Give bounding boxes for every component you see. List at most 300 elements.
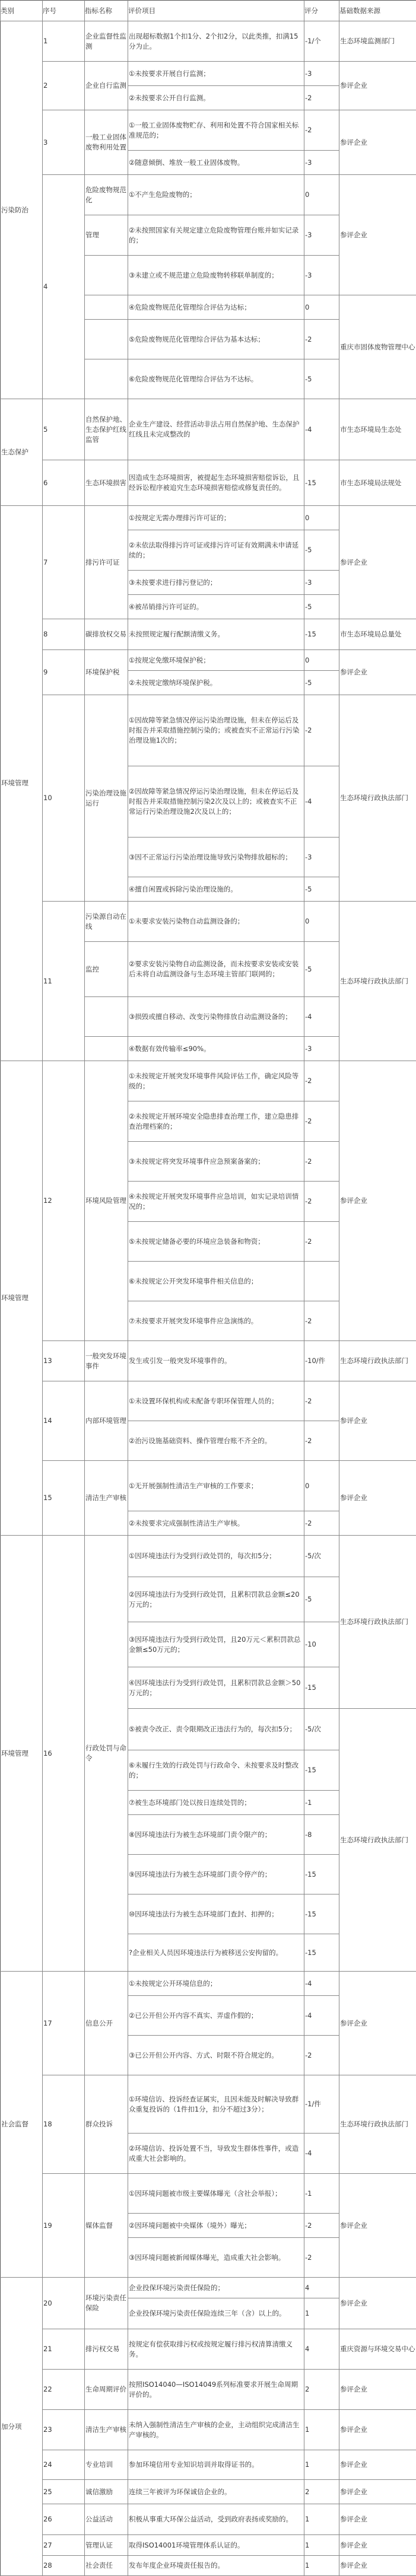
data-source-cell (339, 62, 416, 110)
number-cell (43, 2174, 85, 2278)
indicator-name: 社会责任 (85, 2561, 128, 2571)
evaluation-item-cell (128, 2036, 304, 2075)
data-source-cell (339, 2075, 416, 2174)
score-cell (304, 1894, 339, 1934)
evaluation-item-text: ③未建立或不规范建立危险废物转移联单制度的； (128, 270, 304, 281)
number-cell (43, 1381, 85, 1461)
evaluation-item-text: 企业生产建设、经营活动非法占用自然保护地、生态保护红线且未完成整改的 (128, 419, 304, 440)
score-cell (304, 399, 339, 460)
table-row (1, 399, 416, 460)
indicator-name-cell (85, 902, 128, 942)
indicator-name: 管理认证 (85, 2540, 128, 2550)
score-value: -1/个 (304, 36, 339, 46)
score-value: -2 (304, 1316, 339, 1326)
data-source-text: 参评企业 (339, 1416, 416, 1426)
evaluation-item-cell (128, 1855, 304, 1894)
header-evaluation-item: 评价项目 (128, 1, 304, 21)
indicator-name: 环境污染责任保险 (85, 2293, 128, 2313)
evaluation-item-text: 企业投保环境污染责任保险连续三年（含）以上的。 (128, 2308, 304, 2319)
score-value: -2 (304, 93, 339, 103)
score-value: -2 (304, 1116, 339, 1126)
score-cell (304, 1855, 339, 1894)
score-value: -2 (304, 125, 339, 135)
score-cell (304, 2556, 339, 2576)
number-cell (43, 2556, 85, 2576)
score-value: -5 (304, 374, 339, 384)
indicator-name: 内部环境管理 (85, 1416, 128, 1426)
evaluation-item-cell (128, 1750, 304, 1791)
table-row (1, 62, 416, 86)
indicator-name: 排污许可证 (85, 558, 128, 568)
score-value: -15 (304, 1948, 339, 1958)
table-row (1, 619, 416, 650)
score-cell (304, 1996, 339, 2036)
category-cell (1, 1972, 43, 2278)
indicator-name-cell (85, 942, 128, 997)
evaluation-item-text: ⑥未按规定公开突发环境事件相关信息的； (128, 1276, 304, 1287)
data-source-text: 市生态环境局生态处 (339, 425, 416, 435)
indicator-name-cell (85, 619, 128, 650)
number-cell (43, 650, 85, 695)
header-category: 类别 (1, 1, 43, 21)
data-source-cell (339, 650, 416, 695)
score-cell (304, 2278, 339, 2298)
number-cell (43, 460, 85, 506)
number-cell (43, 21, 85, 62)
evaluation-item-text: ①未设置环保机构或未配备专职环保管理人员的； (128, 1396, 304, 1406)
evaluation-item-cell (128, 671, 304, 695)
evaluation-item-cell (128, 2134, 304, 2174)
table-row (1, 1061, 416, 1101)
score-value: -4 (304, 797, 339, 807)
data-source-cell (339, 399, 416, 460)
row-number: 13 (43, 1356, 84, 1366)
evaluation-item-cell (128, 2298, 304, 2329)
evaluation-item-cell (128, 2174, 304, 2214)
score-value: -15 (304, 1909, 339, 1919)
score-value: -3 (304, 230, 339, 240)
data-source-cell (339, 902, 416, 1061)
evaluation-item-cell (128, 1421, 304, 1461)
indicator-name-cell (85, 399, 128, 460)
score-cell (304, 2504, 339, 2535)
indicator-name-cell (85, 2278, 128, 2329)
evaluation-item-text: ①因故障等紧急情况停运污染治理设施，但未在停运后及时报告并采取措施控制污染的；或被查实不正常运行污染治理设施1次的； (128, 715, 304, 746)
table-row (1, 2075, 416, 2134)
score-value: -2 (304, 1237, 339, 1247)
score-value: -3 (304, 270, 339, 281)
data-source-text: 参评企业 (339, 2561, 416, 2571)
score-cell (304, 650, 339, 671)
evaluation-item-text: ④因环境违法行为受到行政处罚，且累积罚款总金额＞50万元的； (128, 1678, 304, 1698)
evaluation-item-cell (128, 1461, 304, 1511)
evaluation-item-text: ③损毁或擅自移动、改变污染物排放自动监测设备的； (128, 1012, 304, 1022)
row-number: 10 (43, 793, 84, 803)
score-cell (304, 2174, 339, 2214)
score-value: -4 (304, 2148, 339, 2158)
row-number: 11 (43, 976, 84, 986)
data-source-cell (339, 110, 416, 175)
data-source-cell (339, 2370, 416, 2410)
evaluation-item-cell (128, 110, 304, 151)
indicator-name-cell (85, 460, 128, 506)
score-cell (304, 1750, 339, 1791)
score-value: -3 (304, 158, 339, 168)
category-cell (1, 506, 43, 1061)
evaluation-item-text: ②因环境问题被中央媒体（境外）曝光； (128, 2221, 304, 2231)
score-value: -2 (304, 1436, 339, 1446)
evaluation-item-text: ?企业相关人员因环境违法行为被移送公安拘留的。 (128, 1948, 304, 1958)
evaluation-item-cell (128, 2450, 304, 2480)
score-cell (304, 86, 339, 110)
score-cell (304, 1142, 339, 1182)
score-cell (304, 1461, 339, 1511)
data-source-text: 参评企业 (339, 2018, 416, 2029)
indicator-name: 专业培训 (85, 2460, 128, 2470)
evaluation-item-text: ①未按规定公开环境信息的； (128, 1979, 304, 1989)
number-cell (43, 62, 85, 110)
evaluation-item-text: ②因故障等紧急情况停运污染治理设施，但未在停运后及时报告并采取措施控制污染2次及以上的；或被查实不正常运行污染治理设施2次及以上的； (128, 787, 304, 817)
evaluation-item-cell (128, 460, 304, 506)
score-value: -1 (304, 1798, 339, 1808)
score-value: 1 (304, 2460, 339, 2470)
score-cell (304, 1667, 339, 1709)
category-cell (1, 21, 43, 399)
number-cell (43, 1536, 85, 1972)
header-indicator-name: 指标名称 (85, 1, 128, 21)
evaluation-item-cell (128, 1622, 304, 1667)
indicator-name: 行政处罚与命令 (85, 1743, 128, 1763)
evaluation-item-text: ②已公开但公开内容不真实、弄虚作假的； (128, 2011, 304, 2021)
number-cell (43, 1972, 85, 2075)
evaluation-item-text: ①无开展强制性清洁生产审核的工作要求； (128, 1481, 304, 1491)
evaluation-item-cell (128, 62, 304, 86)
indicator-name: 生态环境损害 (85, 478, 128, 488)
row-number: 15 (43, 1493, 84, 1503)
evaluation-item-text: 参加环境信用专业知识培训并取得证书的。 (128, 2460, 304, 2470)
score-value: -2 (304, 2050, 339, 2061)
score-value: -5 (304, 602, 339, 612)
evaluation-item-cell (128, 997, 304, 1037)
indicator-name: 企业自行监测 (85, 81, 128, 91)
score-cell (304, 110, 339, 151)
indicator-name-cell (85, 1381, 128, 1461)
indicator-name-cell (85, 2556, 128, 2576)
indicator-name-cell (85, 1972, 128, 2075)
row-number: 18 (43, 2119, 84, 2129)
score-cell (304, 215, 339, 256)
evaluation-item-cell (128, 2504, 304, 2535)
evaluation-item-text: 发布年度企业环境责任报告的。 (128, 2561, 304, 2571)
data-source-cell (339, 1536, 416, 1709)
header-data-source: 基础数据来源 (339, 1, 416, 21)
score-value: 0 (304, 190, 339, 200)
indicator-name-cell (85, 2504, 128, 2535)
score-cell (304, 671, 339, 695)
table-row (1, 1536, 416, 1577)
indicator-name: 一般工业固体废物利用处置 (85, 132, 128, 152)
data-source-cell (339, 695, 416, 902)
evaluation-item-text: ③未按规定将突发环境事件应急预案备案的； (128, 1157, 304, 1167)
indicator-name: 清洁生产审核 (85, 1493, 128, 1503)
score-cell (304, 1536, 339, 1577)
evaluation-item-cell (128, 2214, 304, 2238)
score-cell (304, 2075, 339, 2134)
score-value: -2 (304, 1196, 339, 1206)
score-value: -3 (304, 852, 339, 862)
number-cell (43, 506, 85, 619)
data-source-cell (339, 2278, 416, 2329)
indicator-name-cell (85, 695, 128, 902)
score-value: -3 (304, 69, 339, 79)
header-score: 评分 (304, 1, 339, 21)
evaluation-item-text: ②未按照国家有关规定建立危险废物管理台账并如实记录的； (128, 225, 304, 246)
table-row (1, 902, 416, 942)
indicator-name: 管理 (85, 230, 128, 240)
score-value: -15 (304, 478, 339, 488)
evaluation-item-cell (128, 695, 304, 766)
score-value: -15 (304, 629, 339, 639)
table-row (1, 1341, 416, 1381)
indicator-name-cell (85, 506, 128, 619)
evaluation-item-cell (128, 256, 304, 295)
data-source-text: 重庆资源与环境交易中心 (339, 2344, 416, 2354)
score-value: -5 (304, 964, 339, 975)
score-cell (304, 1421, 339, 1461)
evaluation-item-text: ①未按要求开展自行监测； (128, 69, 304, 79)
score-cell (304, 320, 339, 359)
score-cell (304, 530, 339, 571)
score-value: 0 (304, 513, 339, 523)
evaluation-item-cell (128, 1577, 304, 1622)
score-value: -10/件 (304, 1356, 339, 1366)
indicator-name: 一般突发环境事件 (85, 1351, 128, 1371)
indicator-name: 排污权交易 (85, 2344, 128, 2354)
score-cell (304, 2480, 339, 2504)
evaluation-item-text: ②要求安装污染物自动监测设备，而未按要求安装或安装后未将自动监测设备与生态环境主管部门联网的； (128, 959, 304, 979)
score-cell (304, 2238, 339, 2278)
evaluation-item-text: ③未按要求进行排污登记的； (128, 578, 304, 588)
evaluation-item-text: ①按规定免缴环境保护税； (128, 655, 304, 666)
score-value: -15 (304, 1765, 339, 1775)
row-number: 14 (43, 1416, 84, 1426)
score-value: -2 (304, 1518, 339, 1529)
score-value: -3 (304, 1044, 339, 1054)
table-row (1, 1972, 416, 1996)
category-cell (1, 2278, 43, 2576)
evaluation-item-text: ⑦未按要求开展突发环境事件应急演练的。 (128, 1316, 304, 1326)
score-value: -4 (304, 1979, 339, 1989)
number-cell (43, 2075, 85, 2174)
score-value: 0 (304, 916, 339, 926)
number-cell (43, 619, 85, 650)
evaluation-item-cell (128, 399, 304, 460)
table-row (1, 695, 416, 766)
score-value: -8 (304, 1830, 339, 1840)
score-cell (304, 1301, 339, 1341)
table-row (1, 110, 416, 151)
score-value: -2 (304, 725, 339, 735)
indicator-name-cell (85, 2370, 128, 2410)
indicator-name-cell (85, 110, 128, 175)
evaluation-item-cell (128, 1101, 304, 1142)
evaluation-item-text: ②环境信访、投诉处置不当，导致发生群体性事件，或造成重大社会影响的。 (128, 2144, 304, 2164)
evaluation-item-cell (128, 877, 304, 902)
indicator-name-cell (85, 1037, 128, 1061)
evaluation-item-text: ②未按要求公开自行监测。 (128, 93, 304, 103)
table-row (1, 1461, 416, 1511)
indicator-name: 环境风险管理 (85, 1196, 128, 1206)
score-cell (304, 506, 339, 530)
evaluation-item-text: 取得ISO14001环境管理体系认证的。 (128, 2540, 304, 2550)
indicator-name-cell (85, 2329, 128, 2370)
indicator-name-cell (85, 320, 128, 359)
score-cell (304, 695, 339, 766)
score-value: 0 (304, 303, 339, 313)
evaluation-item-cell (128, 2556, 304, 2576)
category-label: 社会监督 (1, 2119, 42, 2129)
score-value: 0 (304, 1481, 339, 1491)
row-number: 20 (43, 2298, 84, 2308)
indicator-name-cell (85, 997, 128, 1037)
evaluation-item-text: ②未按要求完成强制性清洁生产审核。 (128, 1518, 304, 1529)
score-cell (304, 902, 339, 942)
evaluation-item-text: ⑩因环境违法行为被生态环境部门查封、扣押的； (128, 1909, 304, 1919)
table-row (1, 21, 416, 62)
row-number: 22 (43, 2384, 84, 2394)
score-value: -5 (304, 884, 339, 894)
table-row (1, 2480, 416, 2504)
evaluation-item-cell (128, 2278, 304, 2298)
indicator-name-cell (85, 295, 128, 320)
evaluation-item-text: ①因环境问题被市级主要媒体曝光（含社会举报）； (128, 2189, 304, 2199)
category-label: 环境管理 (1, 1749, 42, 1759)
score-value: -2 (304, 1396, 339, 1406)
evaluation-item-cell (128, 2370, 304, 2410)
row-number: 3 (43, 138, 84, 148)
indicator-name-cell (85, 175, 128, 215)
evaluation-item-cell (128, 595, 304, 619)
score-cell (304, 997, 339, 1037)
score-value: -2 (304, 1157, 339, 1167)
number-cell (43, 175, 85, 399)
score-value: 1 (304, 2540, 339, 2550)
row-number: 9 (43, 667, 84, 677)
evaluation-item-cell (128, 1791, 304, 1815)
number-cell (43, 2370, 85, 2410)
row-number: 8 (43, 629, 84, 639)
score-cell (304, 1577, 339, 1622)
score-cell (304, 256, 339, 295)
score-cell (304, 2329, 339, 2370)
score-value: 4 (304, 2344, 339, 2354)
indicator-name-cell (85, 21, 128, 62)
data-source-text: 参评企业 (339, 2540, 416, 2550)
score-cell (304, 2214, 339, 2238)
evaluation-item-text: ①不产生危险废物的； (128, 190, 304, 200)
number-cell (43, 1461, 85, 1536)
indicator-name: 污染源自动在线 (85, 912, 128, 932)
evaluation-item-cell (128, 1142, 304, 1182)
table-body (1, 21, 416, 2576)
data-source-text: 参评企业 (339, 230, 416, 240)
score-value: -10 (304, 1639, 339, 1650)
evaluation-item-cell (128, 1894, 304, 1934)
row-number: 12 (43, 1196, 84, 1206)
data-source-text: 重庆市固体废物管理中心 (339, 342, 416, 352)
score-cell (304, 2410, 339, 2450)
table-row (1, 2450, 416, 2480)
evaluation-item-text: 未纳入强制性清洁生产审核的企业，主动组织完成清洁生产审核的。 (128, 2420, 304, 2440)
row-number: 1 (43, 36, 84, 46)
score-cell (304, 1511, 339, 1536)
table-row (1, 2278, 416, 2298)
score-value: 2 (304, 2487, 339, 2497)
score-cell (304, 1815, 339, 1855)
score-cell (304, 1934, 339, 1972)
number-cell (43, 2504, 85, 2535)
row-number: 6 (43, 478, 84, 488)
data-source-text: 生态环境行政执法部门 (339, 2119, 416, 2129)
evaluation-item-cell (128, 530, 304, 571)
evaluation-item-text: 企业投保环境污染责任保险的； (128, 2283, 304, 2293)
category-cell (1, 1061, 43, 1536)
evaluation-item-text: 积极从事重大环保公益活动，受到政府表扬或奖励的。 (128, 2514, 304, 2524)
score-value: -15 (304, 1870, 339, 1880)
evaluation-item-cell (128, 151, 304, 175)
data-source-cell (339, 460, 416, 506)
score-cell (304, 2298, 339, 2329)
score-cell (304, 1381, 339, 1421)
category-label: 环境管理 (1, 778, 42, 788)
score-cell (304, 1037, 339, 1061)
evaluation-item-text: ①一般工业固体废物贮存、利用和处置不符合国家相关标准规范的； (128, 120, 304, 141)
score-cell (304, 1791, 339, 1815)
number-cell (43, 2480, 85, 2504)
indicator-name: 群众投诉 (85, 2119, 128, 2129)
data-source-text: 参评企业 (339, 558, 416, 568)
score-cell (304, 838, 339, 877)
evaluation-item-text: ②随意倾倒、堆放一般工业固体废物。 (128, 158, 304, 168)
score-cell (304, 2370, 339, 2410)
indicator-name-cell (85, 215, 128, 256)
evaluation-item-text: ③因环境违法行为受到行政处罚，且20万元＜累积罚款总金额≤50万元的； (128, 1635, 304, 1655)
indicator-name: 诚信激励 (85, 2487, 128, 2497)
score-value: 1 (304, 2308, 339, 2319)
data-source-cell (339, 175, 416, 295)
number-cell (43, 110, 85, 175)
row-number: 19 (43, 2221, 84, 2231)
score-value: -5/次 (304, 1724, 339, 1734)
evaluation-item-text: 按规定有偿获取排污权或按规定履行排污权清算清缴义务。 (128, 2339, 304, 2360)
score-value: 0 (304, 655, 339, 666)
evaluation-item-text: 因造成生态环境损害，被提起生态环境损害赔偿诉讼，且经诉讼程序被追究生态环境损害赔偿或修复责任的。 (128, 473, 304, 493)
number-cell (43, 2329, 85, 2370)
indicator-name-cell (85, 650, 128, 695)
evaluation-item-cell (128, 1667, 304, 1709)
evaluation-item-cell (128, 1182, 304, 1222)
indicator-name-cell (85, 2174, 128, 2278)
evaluation-item-cell (128, 1037, 304, 1061)
data-source-cell (339, 1381, 416, 1461)
category-label: 加分项 (1, 2422, 42, 2432)
data-source-text: 生态环境行政执法部门 (339, 1617, 416, 1627)
evaluation-item-cell (128, 359, 304, 399)
table-row (1, 2370, 416, 2410)
table-row (1, 2504, 416, 2535)
score-value: -1 (304, 2189, 339, 2199)
evaluation-item-cell (128, 1301, 304, 1341)
